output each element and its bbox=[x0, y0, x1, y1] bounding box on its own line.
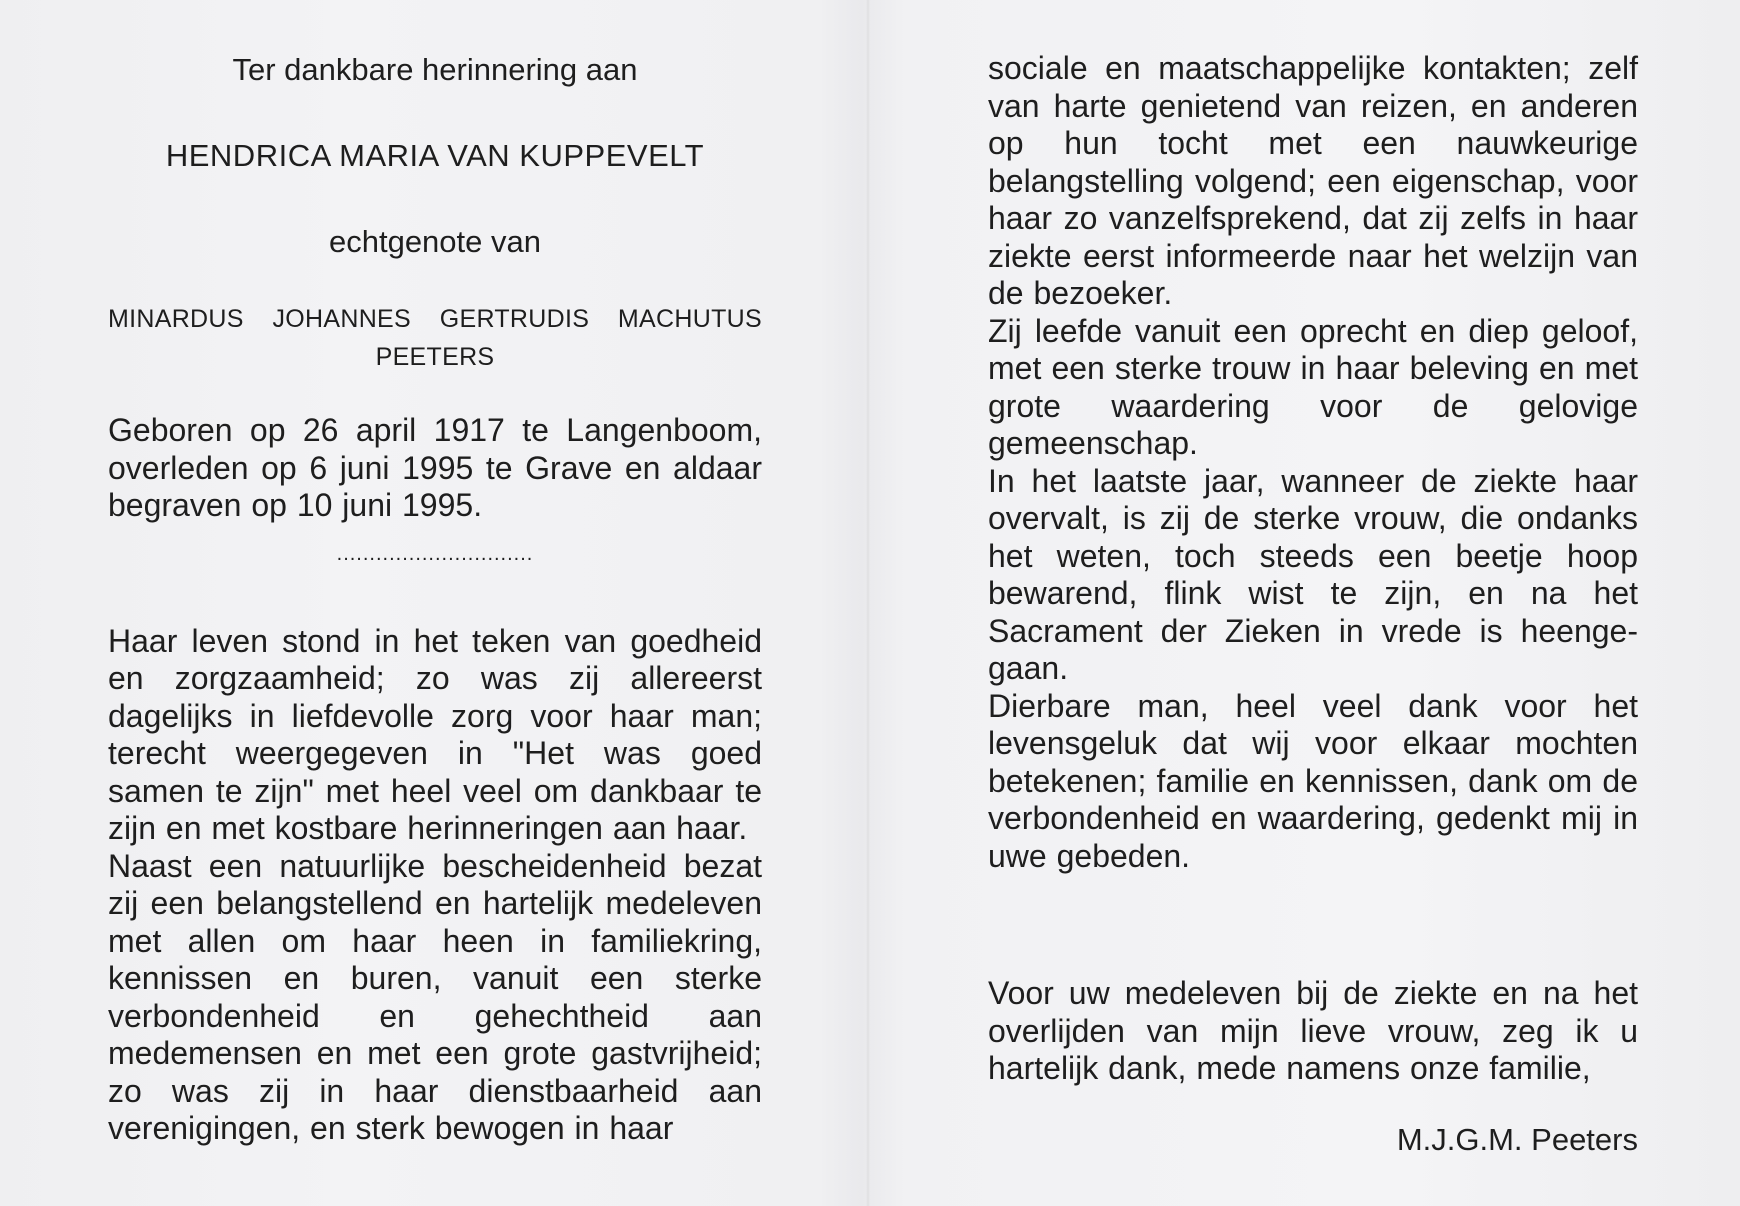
deceased-name: HENDRICA MARIA VAN KUPPEVELT bbox=[165, 138, 705, 173]
right-page bbox=[988, 50, 1638, 1160]
right-paragraph-2: Zij leefde vanuit een oprecht en diep geloof, met een sterke trouw in haar beleving en met grote waardering voor de gelovige gemeenschap. bbox=[988, 312, 1638, 461]
right-paragraph-1: sociale en maatschappelijke kontakten; zelf van harte genietend van reizen, en anderen op hun tocht met een nauwkeurige belangstelling volgend; een eigenschap, voor haar zo vanzelfsprekend, dat zij zelfs in haar ziekte eerst informeerde naar het welzijn van de bezoeker. bbox=[988, 50, 1638, 311]
birth-death-text: Geboren op 26 april 1917 te Langenboom, overleden op 6 juni 1995 te Grave en aldaar begraven op 10 juni 1995. bbox=[108, 412, 762, 523]
intro-text: Ter dankbare herinnering aan bbox=[232, 52, 638, 87]
spouse-name: MINARDUS JOHANNES GERTRUDIS MACHUTUS PEETERS bbox=[108, 305, 762, 371]
card-fold bbox=[866, 0, 870, 1206]
thanks-text: Voor uw medeleven bij de ziekte en na het overlijden van mijn lieve vrouw, zeg ik u hartelijk dank, mede namens onze familie, bbox=[988, 975, 1638, 1086]
right-paragraph-4: Dierbare man, heel veel dank voor het levensgeluk dat wij voor elkaar mochten betekenen; familie en kennissen, dank om de verbondenheid en waardering, gedenkt mij in uwe gebeden. bbox=[988, 687, 1638, 874]
dotted-divider: .............................. bbox=[336, 542, 534, 565]
life-paragraph-1: Haar leven stond in het teken van goedheid en zorgzaamheid; zo was zij allereerst dagelijks in liefdevolle zorg voor haar man; terecht weergegeven in "Het was goed samen te zijn" met heel veel om dankbaar te zijn en met kostbare herinneringen aan haar. bbox=[108, 622, 762, 846]
right-paragraph-3: In het laatste jaar, wanneer de ziekte haar overvalt, is zij de sterke vrouw, die ondanks het weten, toch steeds een beetje hoop bewarend, flink wist te zijn, en na het Sacrament der Zieken in vrede is heengegaan. bbox=[988, 462, 1638, 686]
spouse-intro: echtgenote van bbox=[328, 224, 541, 259]
signature: M.J.G.M. Peeters bbox=[1396, 1121, 1638, 1157]
left-page bbox=[108, 50, 762, 1148]
life-paragraph-2: Naast een natuurlijke bescheidenheid bezat zij een belangstellend en hartelijk medeleven met allen om haar heen in familiekring, kennissen en buren, vanuit een sterke verbondenheid en gehechtheid aan medemensen en met een grote gastvrijheid; zo was zij in haar dienstbaarheid aan verenigingen, en sterk bewogen in haar bbox=[108, 847, 762, 1146]
